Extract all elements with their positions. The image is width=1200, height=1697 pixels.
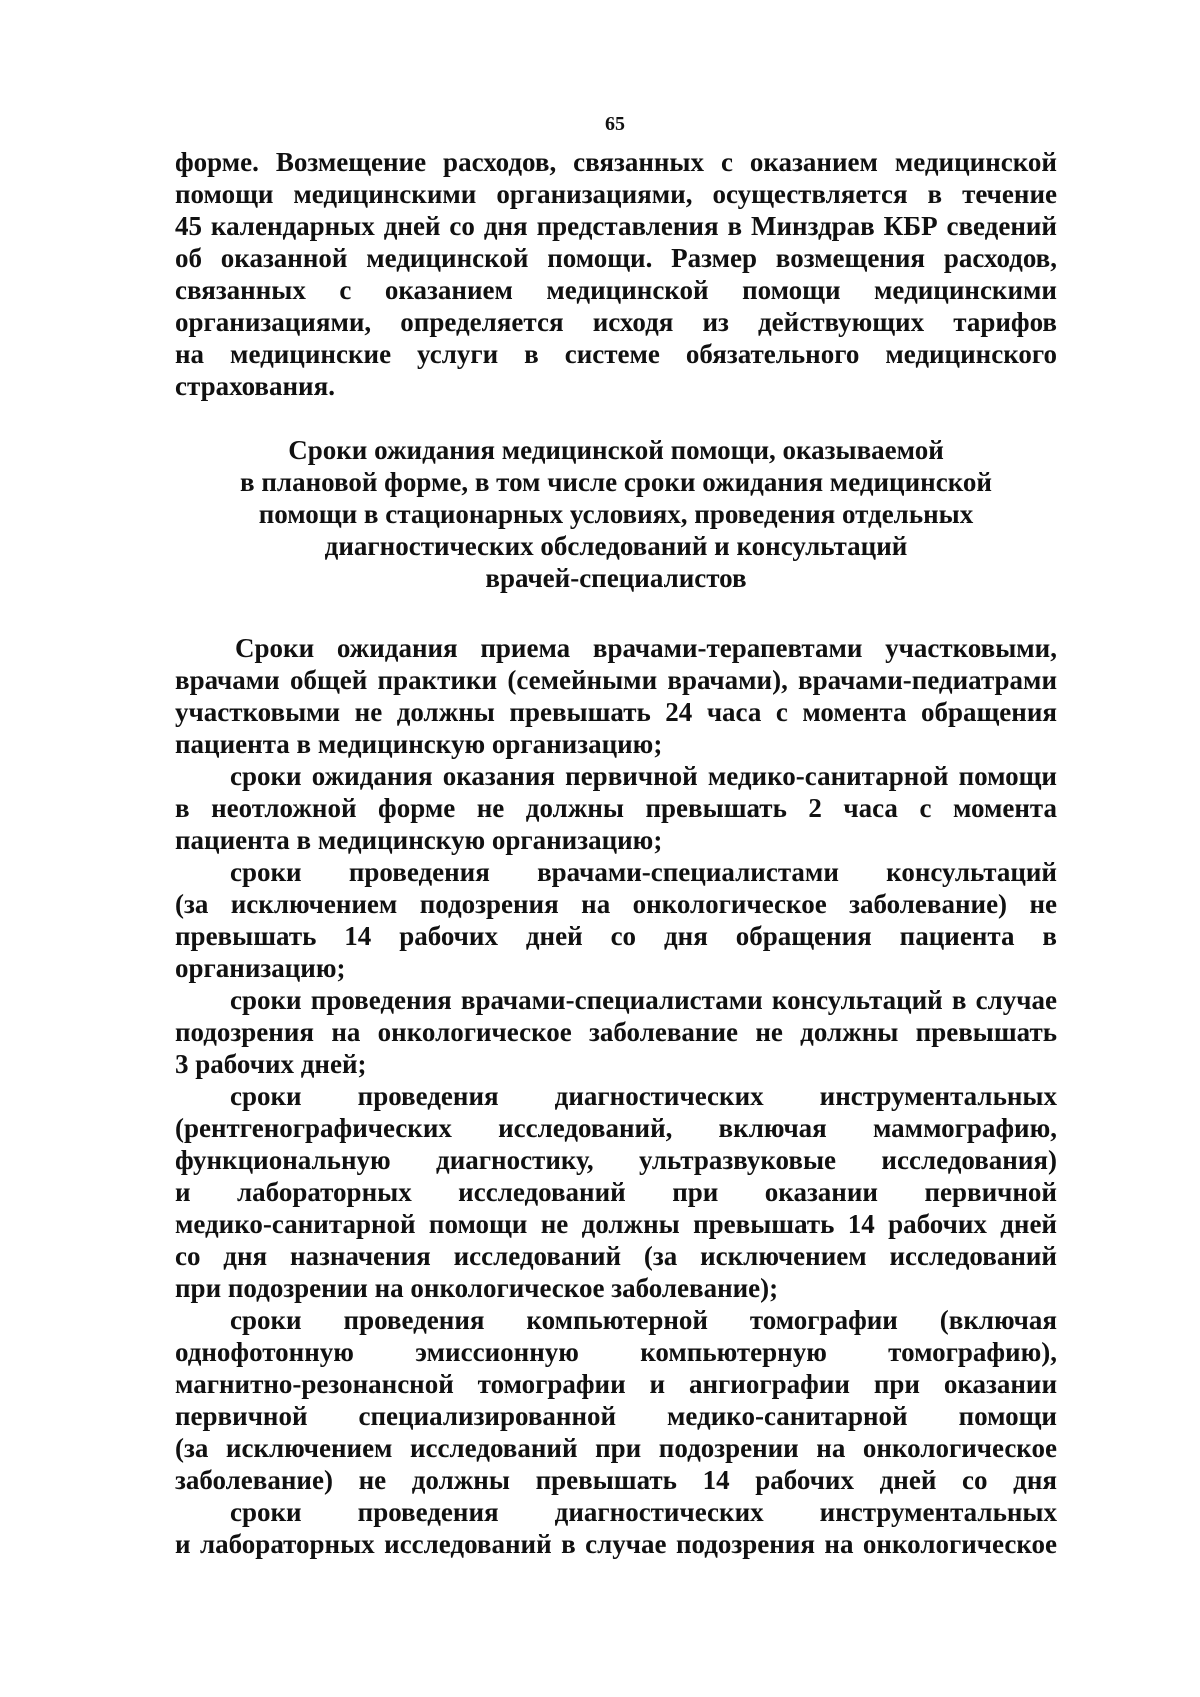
text-line: сроки проведения диагностических инструментальных <box>230 1081 1057 1111</box>
text-line: 45 календарных дней со дня представления в Минздрав КБР сведений <box>175 211 1057 241</box>
text-line: связанных с оказанием медицинской помощи медицинскими <box>175 275 1057 305</box>
text-line: функциональную диагностику, ультразвуковые исследования) <box>175 1145 1057 1175</box>
text-line: и лабораторных исследований в случае подозрения на онкологическое <box>175 1529 1057 1559</box>
text-line: первичной специализированной медико-санитарной помощи <box>175 1401 1057 1431</box>
intro-paragraph <box>175 146 1057 402</box>
text-line: сроки ожидания оказания первичной медико-санитарной помощи <box>230 761 1057 791</box>
text-line: магнитно-резонансной томографии и ангиографии при оказании <box>175 1369 1057 1399</box>
body-text <box>175 632 1057 1560</box>
text-line: организациями, определяется исходя из действующих тарифов <box>175 307 1057 337</box>
text-line: пациента в медицинскую организацию; <box>175 825 663 855</box>
text-line: страхования. <box>175 371 335 401</box>
section-heading <box>175 434 1057 594</box>
text-line: сроки проведения компьютерной томографии (включая <box>230 1305 1057 1335</box>
text-line: форме. Возмещение расходов, связанных с оказанием медицинской <box>175 147 1057 177</box>
text-line: однофотонную эмиссионную компьютерную томографию), <box>175 1337 1057 1367</box>
text-line: медико-санитарной помощи не должны превышать 14 рабочих дней <box>175 1209 1057 1239</box>
text-line: со дня назначения исследований (за исключением исследований <box>175 1241 1057 1271</box>
text-line: сроки проведения диагностических инструментальных <box>230 1497 1057 1527</box>
heading-line: помощи в стационарных условиях, проведения отдельных <box>258 499 974 529</box>
text-line: при подозрении на онкологическое заболевание); <box>175 1273 779 1303</box>
text-line: (рентгенографических исследований, включая маммографию, <box>175 1113 1057 1143</box>
text-line: пациента в медицинскую организацию; <box>175 729 663 759</box>
heading-line: врачей-специалистов <box>485 563 747 593</box>
text-line: сроки проведения врачами-специалистами консультаций <box>230 857 1057 887</box>
text-line: (за исключением подозрения на онкологическое заболевание) не <box>175 889 1057 919</box>
text-line: врачами общей практики (семейными врачами), врачами-педиатрами <box>175 665 1057 695</box>
heading-line: диагностических обследований и консультаций <box>324 531 908 561</box>
text-line: (за исключением исследований при подозрении на онкологическое <box>175 1433 1057 1463</box>
text-line: заболевание) не должны превышать 14 рабочих дней со дня <box>175 1465 1057 1495</box>
text-line: помощи медицинскими организациями, осуществляется в течение <box>175 179 1057 209</box>
text-line: на медицинские услуги в системе обязательного медицинского <box>175 339 1057 369</box>
page-number: 65 <box>605 113 625 135</box>
text-line: об оказанной медицинской помощи. Размер возмещения расходов, <box>175 243 1057 273</box>
text-line: 3 рабочих дней; <box>175 1049 367 1079</box>
text-line: в неотложной форме не должны превышать 2 часа с момента <box>175 793 1057 823</box>
text-line: организацию; <box>175 953 346 983</box>
heading-line: в плановой форме, в том числе сроки ожидания медицинской <box>240 467 992 497</box>
text-line: подозрения на онкологическое заболевание не должны превышать <box>175 1017 1057 1047</box>
heading-line: Сроки ожидания медицинской помощи, оказываемой <box>288 435 944 465</box>
text-line: сроки проведения врачами-специалистами консультаций в случае <box>230 985 1057 1015</box>
text-line: превышать 14 рабочих дней со дня обращения пациента в <box>175 921 1057 951</box>
text-line: и лабораторных исследований при оказании первичной <box>175 1177 1057 1207</box>
text-line: участковыми не должны превышать 24 часа с момента обращения <box>175 697 1057 727</box>
text-line: Сроки ожидания приема врачами-терапевтами участковыми, <box>235 633 1057 663</box>
